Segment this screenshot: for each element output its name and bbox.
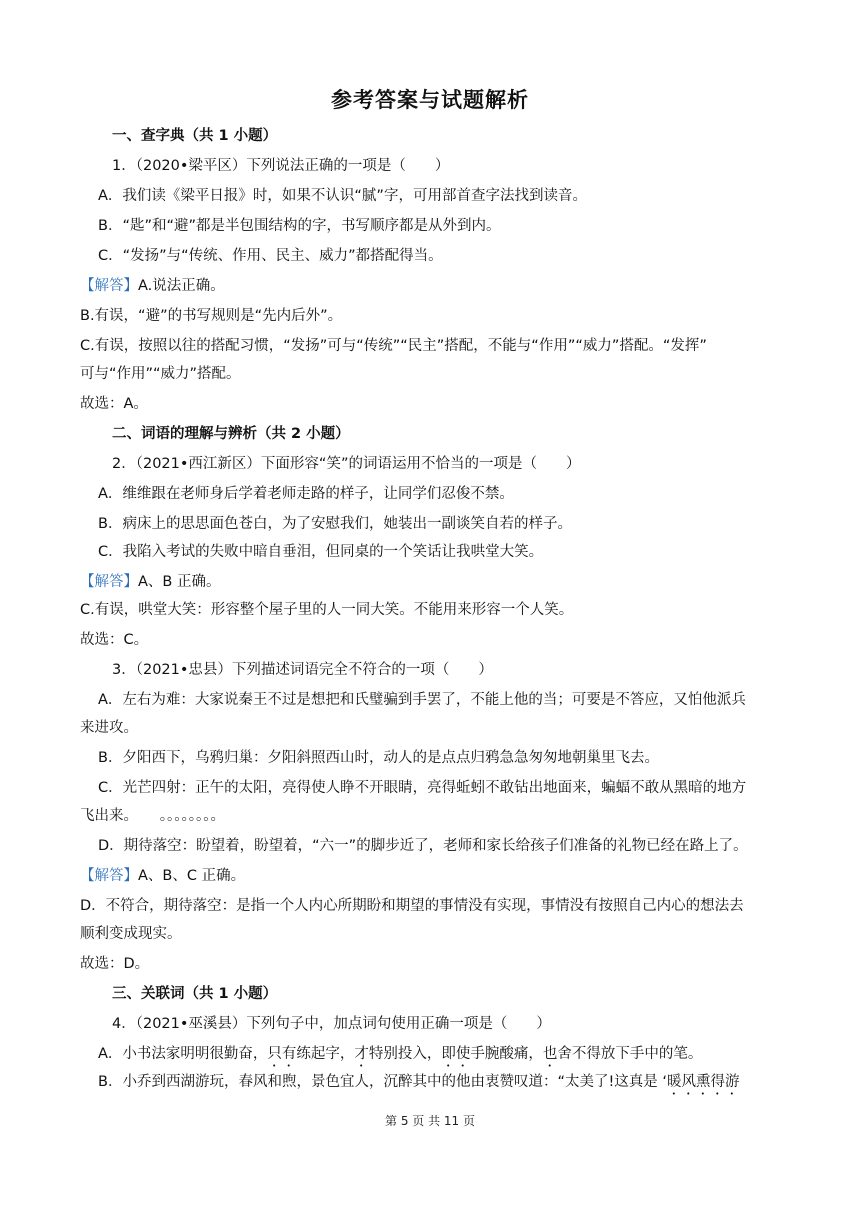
text-run: 特别投入， [368, 1046, 442, 1062]
page-footer: 第 5 页 共 11 页 [385, 1114, 475, 1128]
answer-choice: 故选：D。 [80, 956, 150, 972]
answer-label: 【解答】 [80, 868, 138, 884]
question-3-option-c-cont: 飞出来。 。。。。。。。。 [80, 808, 225, 824]
question-2-stem: 2．（2021•西江新区）下面形容“笑”的词语运用不恰当的一项是（ ） [112, 456, 581, 472]
question-1-option-b: B．“匙”和“避”都是半包围结构的字，书写顺序都是从外到内。 [98, 218, 501, 234]
answer-text: A、B、C 正确。 [138, 868, 246, 884]
question-2-option-b: B．病床上的思思面色苍白，为了安慰我们，她装出一副谈笑自若的样子。 [98, 516, 572, 532]
question-4-option-b [98, 1072, 798, 1098]
text-run: 舍不得放下手中的笔。 [557, 1046, 703, 1062]
question-3-option-c: C．光芒四射：正午的太阳，亮得使人睁不开眼睛，亮得蚯蚓不敢钻出地面来，蝙蝠不敢从黑暗的地方 [98, 780, 747, 796]
question-3-option-a-cont: 来进攻。 [80, 720, 138, 736]
text-run: 手腕酸痛， [470, 1046, 543, 1062]
answer-choice: 故选：C。 [80, 632, 149, 648]
answer-line: 可与“作用”“威力”搭配。 [80, 366, 241, 382]
answer-line: C.有误，按照以往的搭配习惯，“发扬”可与“传统”“民主”搭配，不能与“作用”“威力”搭配。“发挥” [80, 338, 707, 354]
dotted-word: 也 [542, 1046, 558, 1062]
text-run: A．小书法家明明很勤奋， [98, 1046, 268, 1062]
section-heading-2: 二、词语的理解与辨析（共 2 小题） [112, 426, 350, 442]
answer-line: B.有误，“避”的书写规则是“先内后外”。 [80, 308, 343, 324]
question-3-option-a: A．左右为难：大家说秦王不过是想把和氏璧骗到手罢了，不能上他的当；可要是不答应，又怕他派兵 [98, 692, 746, 708]
question-1-answer [80, 276, 780, 296]
answer-line: 顺利变成现实。 [80, 926, 182, 942]
question-4-option-a [98, 1044, 798, 1070]
answer-line: D．不符合，期待落空：是指一个人内心所期盼和期望的事情没有实现，事情没有按照自己内心的想法去 [80, 898, 744, 914]
page-title: 参考答案与试题解析 [331, 88, 529, 112]
answer-label: 【解答】 [80, 278, 138, 294]
text-run: B．小乔到西湖游玩，春风和煦，景色宜人，沉醉其中的他由衷赞叹道：“太美了!这真是 ‘ [98, 1074, 667, 1090]
section-heading-1: 一、查字典（共 1 小题） [112, 128, 278, 144]
dotted-word: 即使 [441, 1046, 471, 1062]
dotted-word: 才 [354, 1046, 369, 1062]
question-3-answer [80, 866, 780, 886]
question-3-option-b: B．夕阳西下，乌鸦归巢：夕阳斜照西山时，动人的是点点归鸦急急匆匆地朝巢里飞去。 [98, 750, 659, 766]
question-2-option-a: A．维维跟在老师身后学着老师走路的样子，让同学们忍俊不禁。 [98, 486, 514, 502]
answer-line: C.有误，哄堂大笑：形容整个屋子里的人一同大笑。不能用来形容一个人笑。 [80, 602, 574, 618]
question-1-option-c: C．“发扬”与“传统、作用、民主、威力”都搭配得当。 [98, 248, 443, 264]
answer-label: 【解答】 [80, 574, 138, 590]
question-2-answer [80, 572, 780, 592]
question-1-option-a: A．我们读《梁平日报》时，如果不认识“腻”字，可用部首查字法找到读音。 [98, 188, 587, 204]
question-4-stem: 4．（2021•巫溪县）下列句子中，加点词句使用正确一项是（ ） [112, 1016, 551, 1032]
text-run: 练起字， [296, 1046, 355, 1062]
dotted-word: 只有 [267, 1046, 297, 1062]
question-3-option-d: D．期待落空：盼望着，盼望着，“六一”的脚步近了，老师和家长给孩子们准备的礼物已经在路上了。 [98, 838, 748, 854]
question-3-stem: 3．（2021•忠县）下列描述词语完全不符合的一项（ ） [112, 662, 493, 678]
section-heading-3: 三、关联词（共 1 小题） [112, 986, 278, 1002]
dotted-word: 暖风熏得游 [667, 1074, 740, 1090]
question-1-stem: 1．（2020•梁平区）下列说法正确的一项是（ ） [112, 158, 450, 174]
question-2-option-c: C．我陷入考试的失败中暗自垂泪，但同桌的一个笑话让我哄堂大笑。 [98, 544, 544, 560]
answer-text: A.说法正确。 [138, 278, 225, 294]
answer-text: A、B 正确。 [138, 574, 221, 590]
answer-choice: 故选：A。 [80, 396, 148, 412]
